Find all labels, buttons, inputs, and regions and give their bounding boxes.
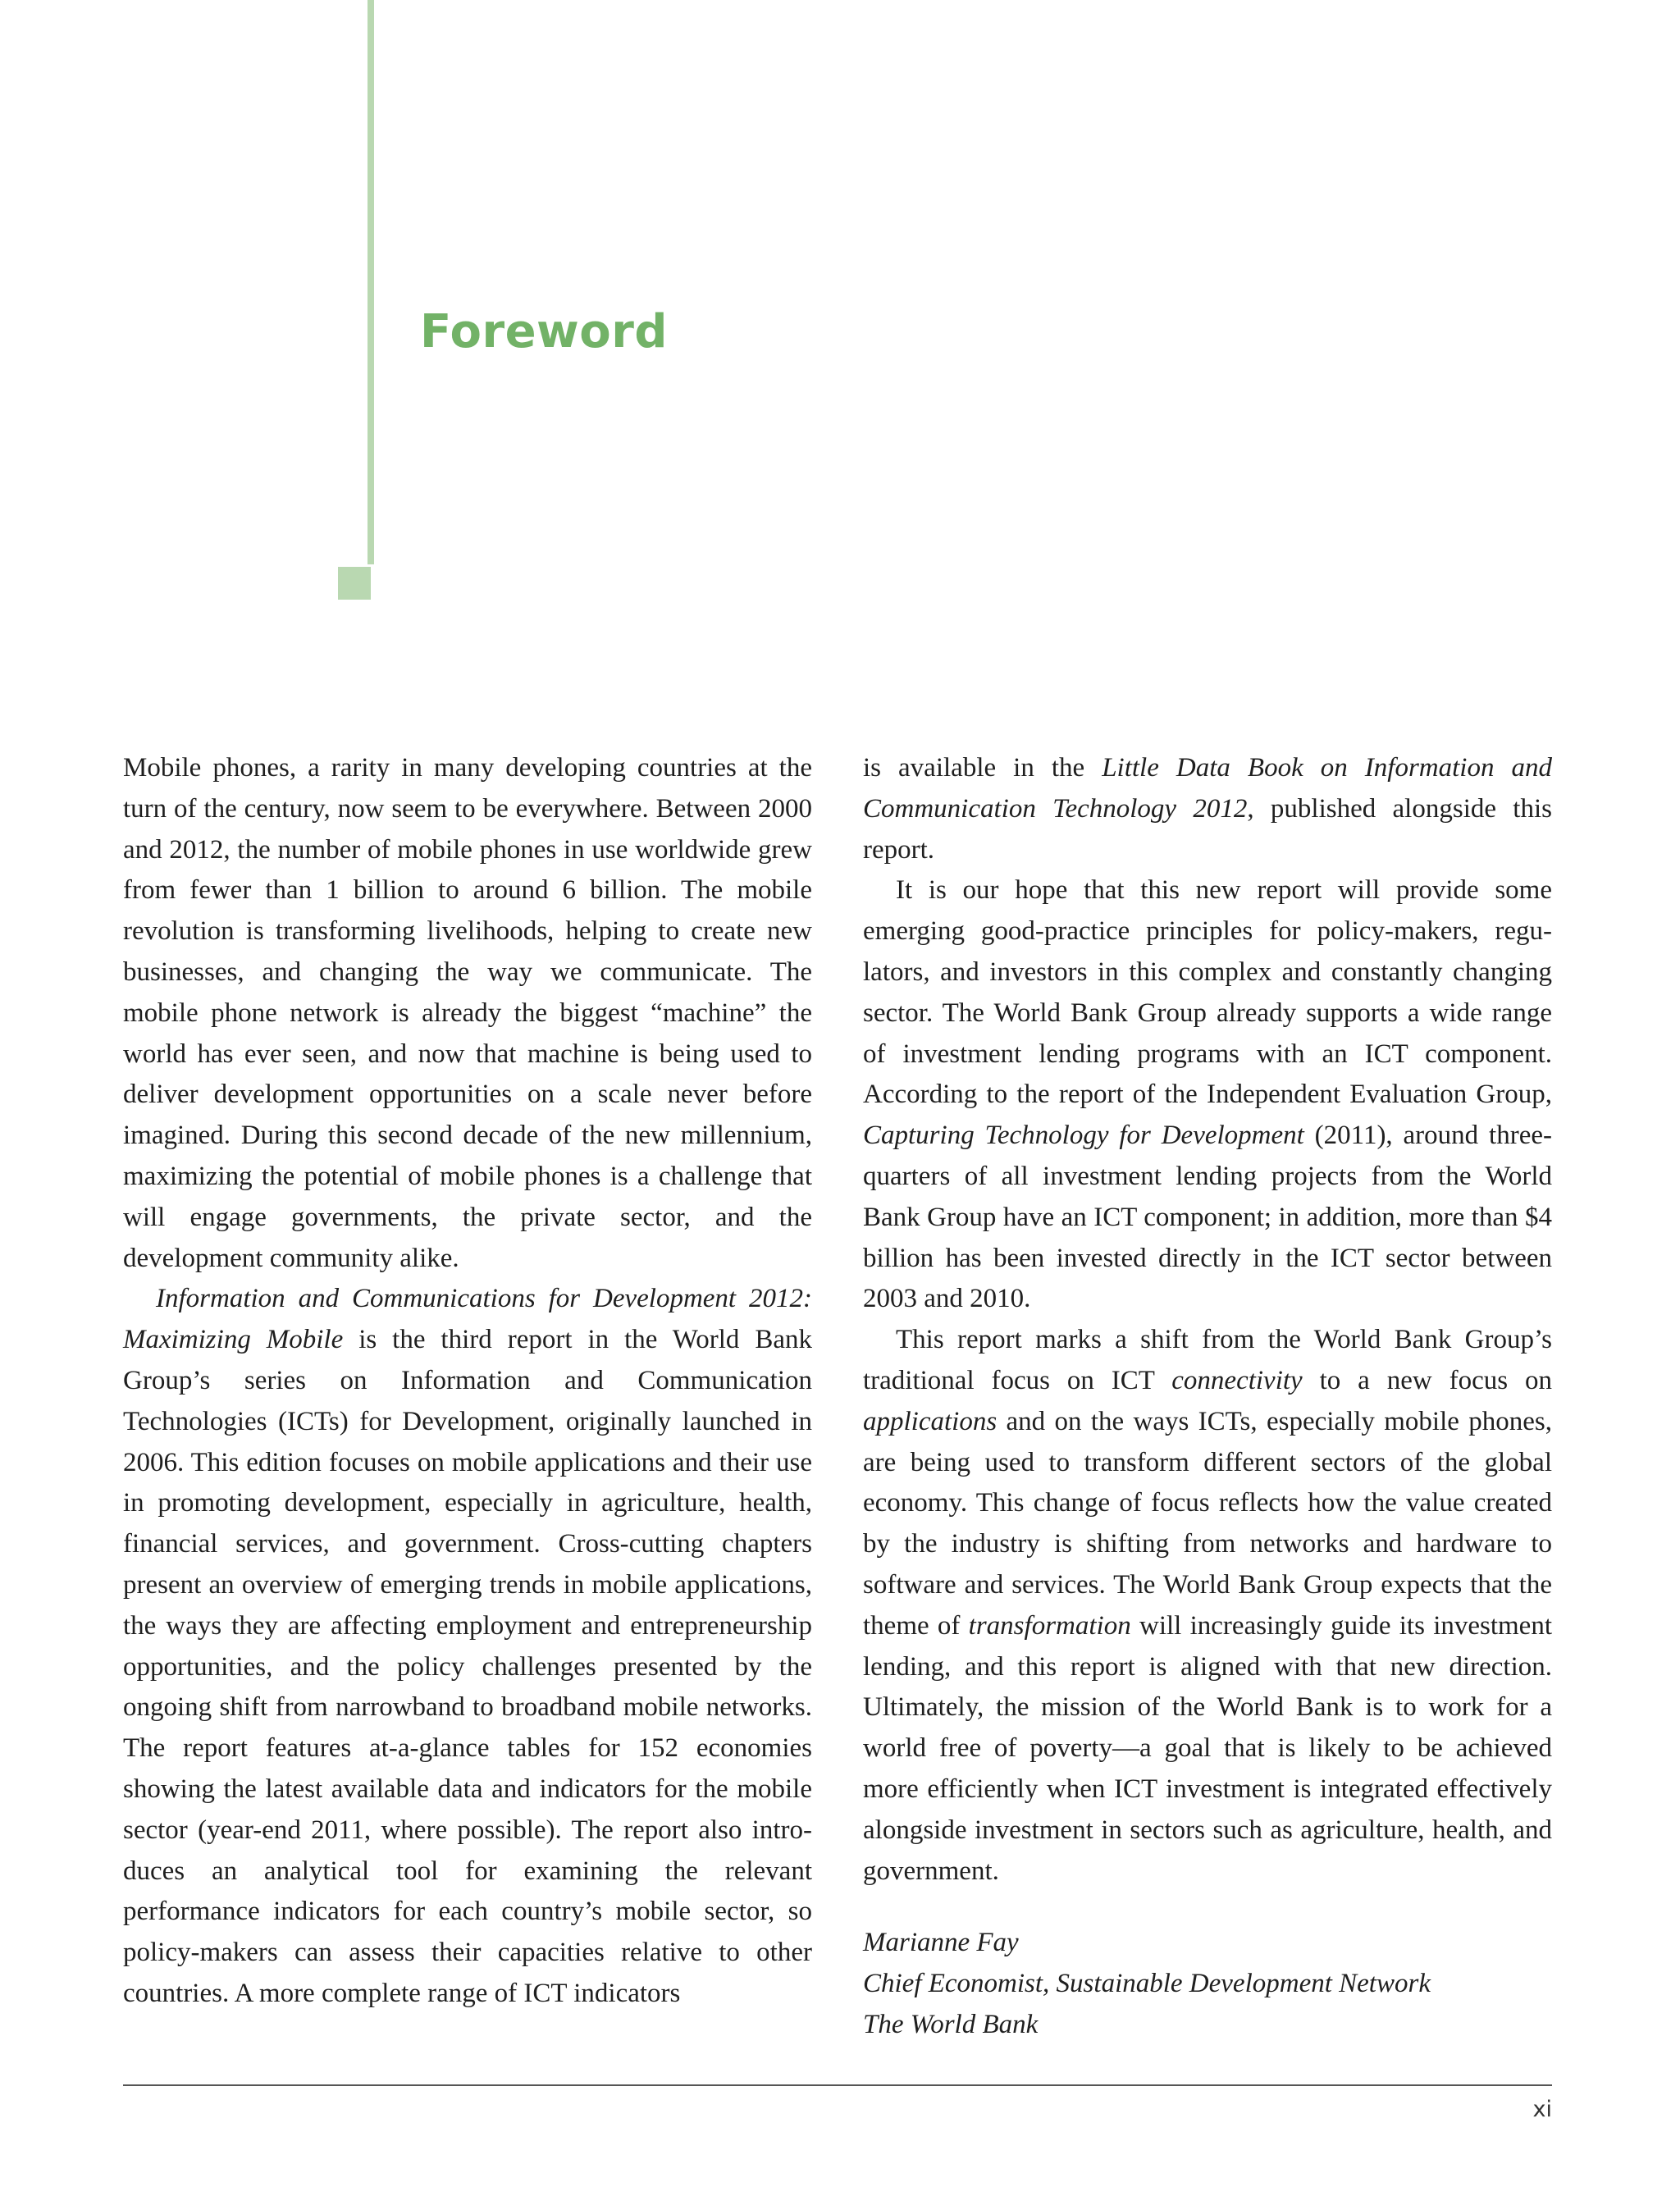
left-column	[123, 748, 812, 2015]
data-book-title-italic: Little Data Book on Information and Communication Technology 2012	[863, 753, 1552, 824]
page-number: xi	[1532, 2097, 1552, 2122]
emphasis-applications: applications	[863, 1406, 998, 1436]
paragraph-text: (2011), around three-quarters of all investment lending projects from the World Bank Group have an ICT component; in addition, more than $4 billion has been invested directly in the ICT sector between 2003 and 2010.	[863, 1121, 1552, 1314]
signature-name: Marianne Fay	[863, 1928, 1019, 1957]
paragraph-data-book	[863, 748, 1552, 870]
paragraph-text: is available in the	[863, 753, 1102, 783]
signature-org: The World Bank	[863, 2009, 1039, 2039]
paragraph-text: is the third report in the World Bank Group’s series on Information and Communication Technologies (ICTs) for Development, originally launched in 2006. This edition focuses on mobile applications and their use in promoting development, especially in agriculture, health, financial services, and government. Cross-cutting chapters present an overview of emerging trends in mobile applications, the ways they are affecting employment and entrepreneurship opportunities, and the policy challenges presented by the ongoing shift from narrowband to broadband mobile networks. The report features at-a-glance tables for 152 economies showing the latest available data and indicators for the mobile sector (year-end 2011, where possible). The report also introduces an analytical tool for examining the relevant performance indicators for each country’s mobile sector, so policy-makers can assess their capacities relative to other countries. A more complete range of ICT indicators	[123, 1325, 813, 2008]
footer-rule	[123, 2084, 1552, 2086]
paragraph-text: It is our hope that this new report will provide some emerging good-practice principles for policy-makers, regulators, and investors in this complex and constantly changing sector. The World Bank Group already supports a wide range of investment lending programs with an ICT component. According to the report of the Independent Evaluation Group,	[863, 875, 1552, 1110]
paragraph-text: This report marks a shift from the World Bank Group’s traditional focus on ICT	[863, 1325, 1552, 1395]
decorative-green-square	[338, 567, 371, 600]
paragraph-our-hope	[863, 870, 1552, 1320]
signature-block	[863, 1923, 1431, 2045]
paragraph-shift-in-focus	[863, 1320, 1552, 1892]
paragraph-report-intro	[123, 1279, 812, 2014]
paragraph-text: , published alongside this report.	[863, 793, 1552, 865]
signature-role: Chief Economist, Sustainable Development Network	[863, 1968, 1431, 1998]
ieg-report-title-italic: Capturing Technology for Development	[863, 1121, 1304, 1151]
page-title: Foreword	[420, 305, 668, 358]
paragraph-text: and on the ways ICTs, especially mobile phones, are being used to transform different sectors of the global economy. This change of focus reflects how the value created by the industry is shifting from networks and hardware to software and services. The World Bank Group expects that the theme of	[863, 1406, 1552, 1641]
paragraph-text: Mobile phones, a rarity in many developing countries at the turn of the century, now seem to be everywhere. Between 2000 and 2012, the number of mobile phones in use worldwide grew from fewer than 1 billion to around 6 billion. The mobile revolution is transforming livelihoods, helping to create new businesses, and changing the way we communicate. The mobile phone network is already the biggest “machine” the world has ever seen, and now that machine is being used to deliver development opportunities on a scale never before imagined. During this second decade of the new millennium, maximizing the potential of mobile phones is a challenge that will engage governments, the private sector, and the development community alike.	[123, 753, 812, 1273]
report-title-italic: Information and Communications for Development 2012: Maximizing Mobile	[123, 1284, 812, 1355]
right-column	[863, 748, 1552, 1892]
paragraph-mobile-phones	[123, 748, 812, 1279]
paragraph-text: to a new focus on	[1302, 1365, 1552, 1395]
emphasis-connectivity: connectivity	[1171, 1365, 1303, 1395]
paragraph-text: will increasingly guide its investment lending, and this report is aligned with that new direction. Ultimately, the mission of the World Bank is to work for a world free of poverty—a goal that is likely to be achieved more efficiently when ICT investment is integrated effectively alongside investment in sectors such as agriculture, health, and government.	[863, 1610, 1552, 1886]
decorative-vertical-rule	[368, 0, 374, 564]
emphasis-transformation: transformation	[968, 1610, 1131, 1641]
